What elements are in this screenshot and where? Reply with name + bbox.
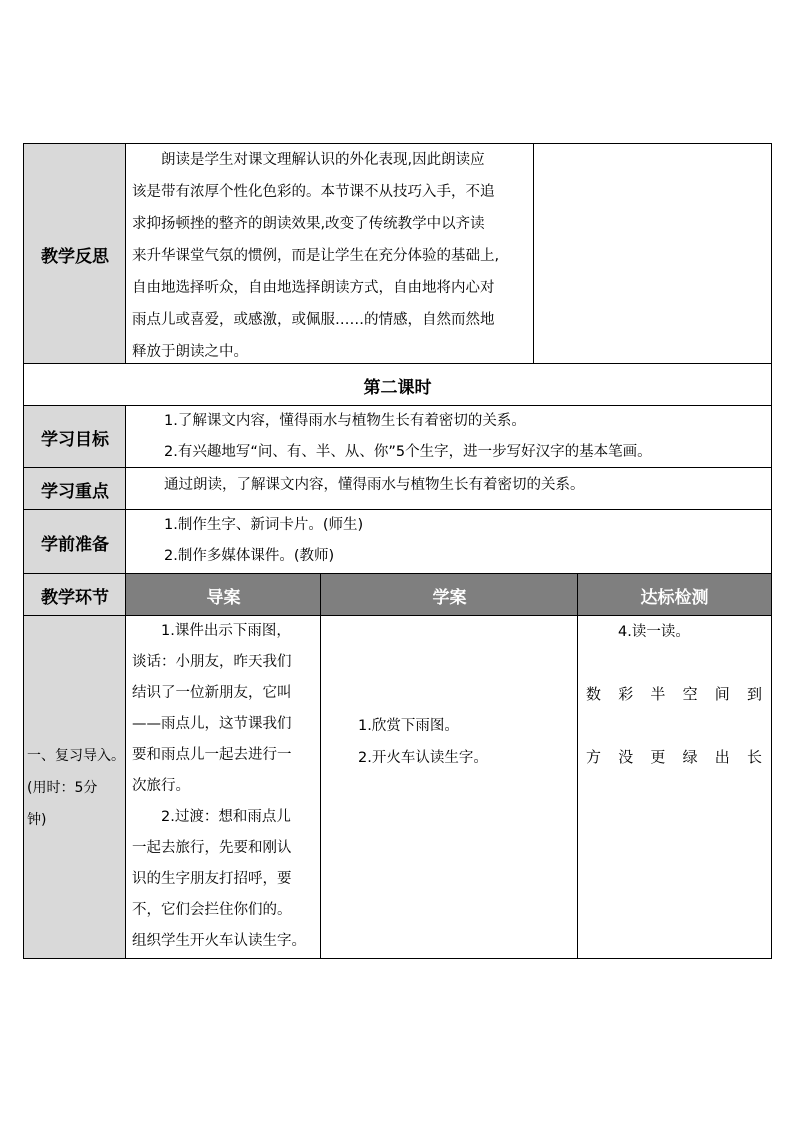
lesson2-title: 第二课时: [363, 377, 432, 398]
char-item: 方: [586, 748, 602, 766]
goals-label: 学习目标: [41, 429, 109, 450]
char-item: 间: [714, 685, 730, 703]
guide-line: 要和雨点儿一起去进行一: [132, 747, 292, 763]
reflection-line: 该是带有浓厚个性化色彩的。本节课不从技巧入手，不追: [132, 184, 495, 200]
rule-study-right: [577, 573, 578, 959]
guide-line: 次旅行。: [132, 778, 190, 794]
header-guide: 导案: [206, 587, 241, 608]
guide-line: 2.过渡：想和雨点儿: [161, 809, 291, 825]
char-item: 没: [618, 748, 634, 766]
guide-line: 谈话：小朋友，昨天我们: [132, 654, 292, 670]
char-item: 半: [650, 685, 666, 703]
char-item: 到: [746, 685, 762, 703]
reflection-label: 教学反思: [41, 246, 109, 267]
study-line: 1.欣赏下雨图。: [358, 718, 459, 734]
guide-line: 1.课件出示下雨图，: [161, 623, 291, 639]
header-study: 学案: [432, 587, 467, 608]
stage-line: 钟): [27, 812, 47, 828]
header-stage: 教学环节: [41, 587, 109, 608]
goal-item: 1.了解课文内容，懂得雨水与植物生长有着密切的关系。: [164, 413, 526, 429]
char-item: 彩: [618, 685, 634, 703]
stage-line: 一、复习导入。: [27, 748, 125, 764]
reflection-text: [132, 144, 532, 368]
prep-text: [164, 510, 564, 572]
focus-label: 学习重点: [41, 481, 109, 502]
section1-guide: [132, 616, 318, 957]
rule-right: [771, 143, 772, 959]
check-chars-row1: [586, 680, 762, 708]
reflection-line: 朗读是学生对课文理解认识的外化表现,因此朗读应: [161, 152, 485, 168]
guide-line: 不，它们会拦住你们的。: [132, 902, 292, 918]
check-title: 4.读一读。: [618, 624, 690, 640]
guide-line: 结识了一位新朋友，它叫: [132, 685, 292, 701]
char-item: 绿: [682, 748, 698, 766]
guide-line: 一起去旅行，先要和刚认: [132, 840, 292, 856]
focus-text: 通过朗读，了解课文内容，懂得雨水与植物生长有着密切的关系。: [164, 477, 585, 493]
guide-line: 组织学生开火车认读生字。: [132, 933, 306, 949]
char-item: 出: [714, 748, 730, 766]
check-chars-row2: [586, 743, 762, 771]
goals-text: [164, 406, 764, 468]
study-line: 2.开火车认读生字。: [358, 750, 488, 766]
reflection-line: 来升华课堂气氛的惯例，而是让学生在充分体验的基础上,: [132, 248, 500, 264]
prep-label: 学前准备: [41, 534, 109, 555]
prep-item: 1.制作生字、新词卡片。(师生): [164, 517, 364, 533]
rule-bottom: [23, 958, 772, 959]
char-item: 长: [746, 748, 762, 766]
section1-stage: [27, 740, 125, 836]
guide-line: ——雨点儿，这节课我们: [132, 716, 292, 732]
prep-item: 2.制作多媒体课件。(教师): [164, 548, 335, 564]
stage-line: (用时：5分: [27, 780, 98, 796]
guide-line: 识的生字朋友打招呼，要: [132, 871, 292, 887]
reflection-line: 雨点儿或喜爱，或感激，或佩服……的情感，自然而然地: [132, 312, 495, 328]
char-item: 更: [650, 748, 666, 766]
section1-study: [358, 710, 573, 774]
rule-guide-right: [320, 573, 321, 959]
char-item: 数: [586, 685, 602, 703]
rule-reflection-right: [533, 143, 534, 364]
reflection-line: 自由地选择听众，自由地选择朗读方式，自由地将内心对: [132, 280, 495, 296]
reflection-line: 释放于朗读之中。: [132, 344, 248, 360]
goal-item: 2.有兴趣地写“问、有、半、从、你”5个生字，进一步写好汉字的基本笔画。: [164, 444, 652, 460]
char-item: 空: [682, 685, 698, 703]
reflection-line: 求抑扬顿挫的整齐的朗读效果,改变了传统教学中以齐读: [132, 216, 485, 232]
header-check: 达标检测: [640, 587, 709, 608]
